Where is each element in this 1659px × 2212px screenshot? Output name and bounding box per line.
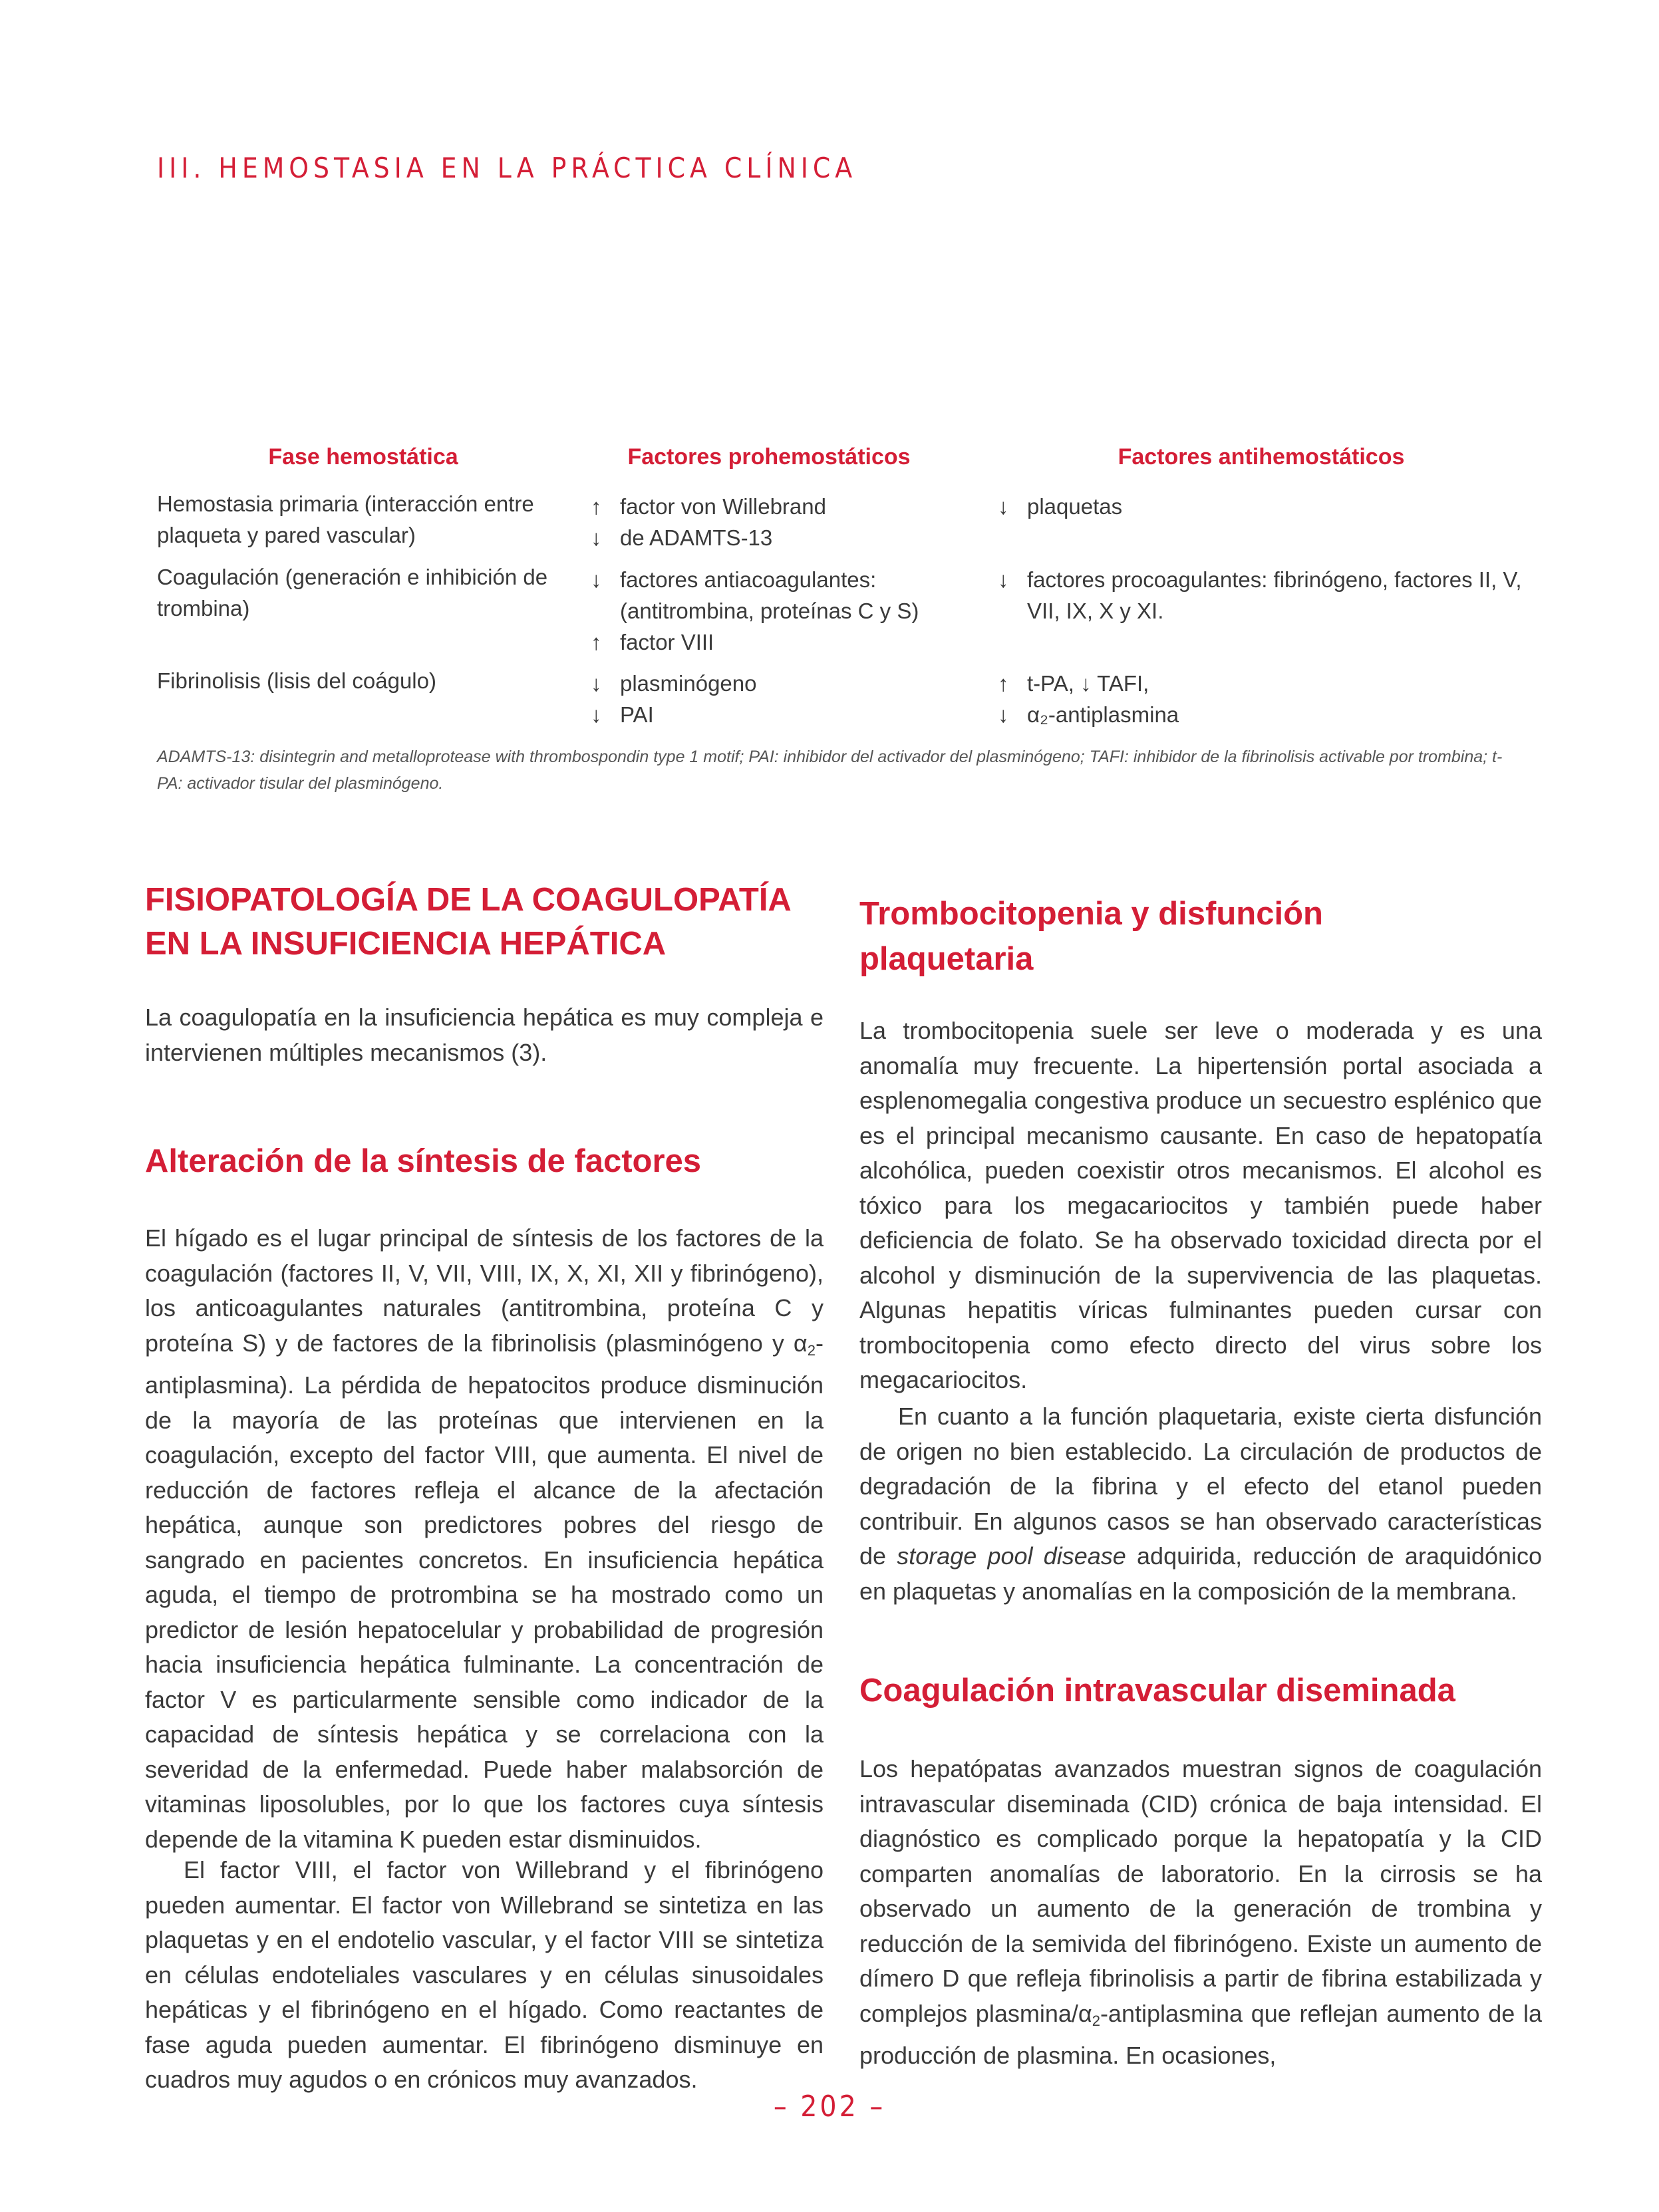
cid-paragraph-1: Los hepatópatas avanzados muestran signos de coagulación intravascular diseminada (CID) crónica de baja intensidad. El diagnóstico es complicado porque la hepatopatía y la CID comparten anomalías de laboratorio. En la cirrosis se ha observado un aumento de la generación de trombina y reducción de la semivida del fibrinógeno. Existe un aumento de dímero D que refleja fibrinolisis a partir de fibrina estabilizada y complejos plasmina/$\alpha_2$-antiplasmina que reflejan aumento de la producción de plasmina. En ocasiones, bbox=[859, 1755, 1542, 2069]
running-header: III. HEMOSTASIA EN LA PRÁCTICA CLÍNICA bbox=[157, 152, 857, 184]
thrombocytopenia-paragraph-2: En cuanto a la función plaquetaria, existe cierta disfunción de origen no bien establecido. La circulación de productos de degradación de la fibrina y el efecto del etanol pueden contribuir. En algunos casos se han observado características de storage pool disease adquirida, reducción de araquidónico en plaquetas y anomalías en la composición de la membrana. bbox=[859, 1403, 1543, 1605]
table-row-2-pro: ↓ factores antiacoagulantes: (antitrombina, proteínas C y S) ↑ factor VIII bbox=[591, 567, 919, 654]
page-number: – 202 – bbox=[773, 2090, 886, 2124]
table-header-pro: Factores prohemostáticos bbox=[627, 444, 911, 470]
subsection-title-thrombocytopenia: Trombocitopenia y disfunción plaquetaria bbox=[859, 896, 1323, 977]
subsection-title-cid: Coagulación intravascular diseminada bbox=[859, 1673, 1455, 1709]
table-row-2-phase: Coagulación (generación e inhibición de trombina) bbox=[157, 565, 548, 621]
section-title: FISIOPATOLOGÍA DE LA COAGULOPATÍA EN LA INSUFICIENCIA HEPÁTICA bbox=[145, 882, 792, 962]
table-row-1-phase: Hemostasia primaria (interacción entre plaqueta y pared vascular) bbox=[157, 491, 534, 547]
table-footnote: ADAMTS-13: disintegrin and metalloprotease with thrombospondin type 1 motif; PAI: inhibidor del activador del plasminógeno; TAFI: inhibidor de la fibrinolisis activable por trombina; t-PA: activador tisular del plasminógeno. bbox=[157, 748, 1503, 793]
intro-paragraph: La coagulopatía en la insuficiencia hepática es muy compleja e intervienen múltiples mecanismos (3). bbox=[145, 1004, 824, 1066]
table-header-phase: Fase hemostática bbox=[268, 444, 458, 470]
table-row-3-anti: ↑ t-PA, ↓ TAFI, ↓ α₂-antiplasmina bbox=[998, 671, 1179, 727]
synthesis-paragraph-2: El factor VIII, el factor von Willebrand y el fibrinógeno pueden aumentar. El factor von Willebrand se sintetiza en las plaquetas y en el endotelio vascular, y el factor VIII se sintetiza en células endoteliales vasculares y en células sinusoidales hepáticas y el fibrinógeno en el hígado. Como reactantes de fase aguda pueden aumentar. El fibrinógeno disminuye en cuadros muy agudos o en crónicos muy avanzados. bbox=[145, 1856, 824, 2093]
subsection-title-synthesis: Alteración de la síntesis de factores bbox=[145, 1143, 702, 1179]
thrombocytopenia-paragraph-1: La trombocitopenia suele ser leve o moderada y es una anomalía muy frecuente. La hipertensión portal asociada a esplenomegalia congestiva produce un secuestro esplénico que es el principal mecanismo causante. En caso de hepatopatía alcohólica, pueden coexistir otros mecanismos. El alcohol es tóxico para los megacariocitos y también puede haber deficiencia de folato. Se ha observado toxicidad directa por el alcohol y disminución de la supervivencia de las plaquetas. Algunas hepatitis víricas fulminantes pueden cursar con trombocitopenia como efecto directo del virus sobre los megacariocitos. bbox=[859, 1017, 1542, 1393]
synthesis-paragraph-1: El hígado es el lugar principal de síntesis de los factores de la coagulación (factores II, V, VII, VIII, IX, X, XI, XII y fibrinógeno), los anticoagulantes naturales (antitrombina, proteína C y proteína S) y de factores de la fibrinolisis (plasminógeno y $\alpha_2-antiplasmina$). La pérdida de hepatocitos produce disminución de la mayoría de las proteínas que intervienen en la coagulación, excepto del factor VIII, que aumenta. El nivel de reducción de factores refleja el alcance de la afectación hepática, aunque son predictores pobres del riesgo de sangrado en pacientes concretos. En insuficiencia hepática aguda, el tiempo de protrombina se ha mostrado como un predictor de lesión hepatocelular y probabilidad de progresión hacia insuficiencia hepática fulminante. La concentración de factor V es particularmente sensible como indicador de la capacidad de síntesis hepática y se correlaciona con la severidad de la enfermedad. Puede haber malabsorción de vitaminas liposolubles, por lo que los factores cuya síntesis depende de la vitamina K pueden estar disminuidos. bbox=[145, 1224, 824, 1853]
table-row-2-anti: ↓ factores procoagulantes: fibrinógeno, factores II, V, VII, IX, X y XI. bbox=[998, 567, 1522, 623]
table-row-1-anti: ↓ plaquetas bbox=[998, 494, 1123, 519]
table-row-3-pro: ↓ plasminógeno ↓ PAI bbox=[591, 671, 757, 727]
table-row-1-pro: ↑ factor von Willebrand ↓ de ADAMTS-13 bbox=[591, 494, 826, 550]
table-header-anti: Factores antihemostáticos bbox=[1118, 444, 1405, 470]
table-row-3-phase: Fibrinolisis (lisis del coágulo) bbox=[157, 668, 436, 693]
